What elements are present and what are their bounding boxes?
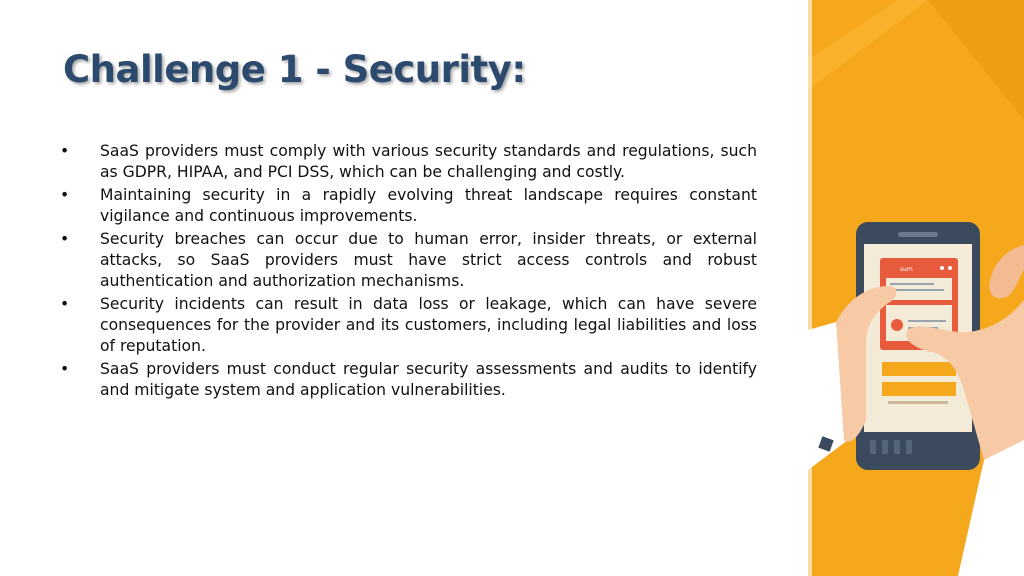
bullet-marker: • bbox=[60, 142, 70, 160]
bullet-item bbox=[60, 229, 757, 292]
card-line bbox=[890, 283, 934, 285]
phone-key bbox=[870, 440, 876, 454]
bullet-text: Security breaches can occur due to human error, insider threats, or external attacks, so SaaS providers must have strict access controls and robust authentication and authorization mechanisms. bbox=[100, 230, 757, 290]
screen-bar-line bbox=[888, 401, 948, 404]
bullet-marker: • bbox=[60, 295, 70, 313]
bullet-item bbox=[60, 141, 757, 183]
bullet-text: SaaS providers must conduct regular security assessments and audits to identify and mitigate system and application vulnerabilities. bbox=[100, 360, 757, 399]
phone-key bbox=[882, 440, 888, 454]
phone-key bbox=[894, 440, 900, 454]
bullet-marker: • bbox=[60, 360, 70, 378]
card-line bbox=[890, 289, 944, 291]
screen-card-header: sum bbox=[900, 266, 913, 273]
bullet-text: SaaS providers must comply with various security standards and regulations, such as GDPR, HIPAA, and PCI DSS, which can be challenging and costly. bbox=[100, 142, 757, 181]
card-status-icon bbox=[948, 266, 952, 270]
card-line bbox=[908, 320, 946, 322]
bullet-text: Security incidents can result in data loss or leakage, which can have severe consequences for the provider and its customers, including legal liabilities and loss of reputation. bbox=[100, 295, 757, 355]
screen-button bbox=[882, 382, 956, 396]
slide-title: Challenge 1 - Security: bbox=[63, 48, 526, 91]
bullet-item bbox=[60, 185, 757, 227]
screen-button bbox=[882, 362, 956, 376]
bullet-item bbox=[60, 359, 757, 401]
bullet-marker: • bbox=[60, 186, 70, 204]
phone-speaker bbox=[898, 232, 938, 237]
bullet-text: Maintaining security in a rapidly evolving threat landscape requires constant vigilance and continuous improvements. bbox=[100, 186, 757, 225]
security-phone-illustration bbox=[808, 0, 1024, 576]
bullet-marker: • bbox=[60, 230, 70, 248]
illustration-border bbox=[808, 0, 812, 576]
bullet-list bbox=[60, 141, 757, 403]
avatar-icon bbox=[891, 319, 903, 331]
bullet-item bbox=[60, 294, 757, 357]
card-status-icon bbox=[940, 266, 944, 270]
phone-key bbox=[906, 440, 912, 454]
